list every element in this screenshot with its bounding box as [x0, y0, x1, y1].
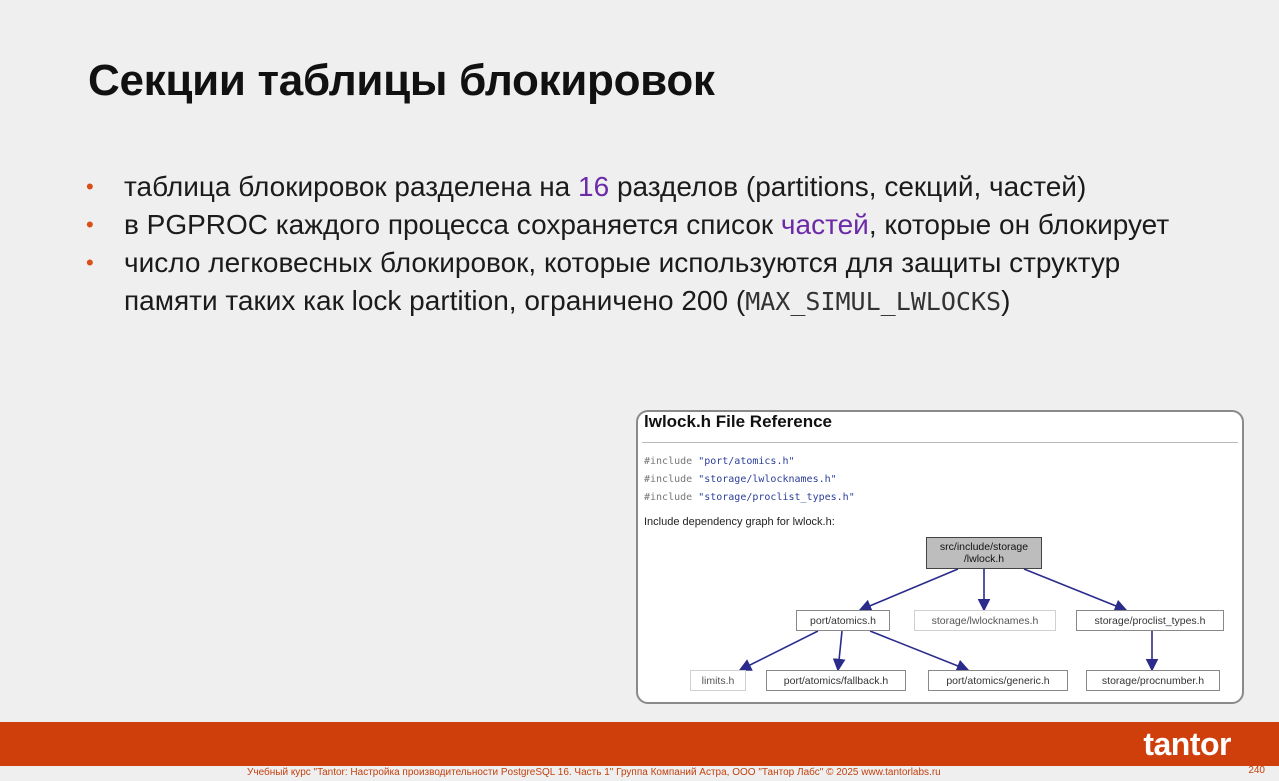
bullet-dot-icon: •	[86, 174, 94, 199]
include-line: #include "storage/lwlocknames.h"	[644, 474, 837, 485]
bullet-text: разделов (partitions, секций, частей)	[609, 171, 1087, 202]
graph-node-lwlocknames: storage/lwlocknames.h	[914, 610, 1056, 631]
edge-root-atomics	[860, 569, 958, 610]
bullet-text: )	[1001, 285, 1011, 316]
bullet-text: таблица блокировок разделена на	[124, 171, 579, 202]
slide-title: Секции таблицы блокировок	[88, 56, 715, 105]
bullet-text: в PGPROC каждого процесса сохраняется список	[124, 209, 781, 240]
include-link[interactable]: "port/atomics.h"	[698, 456, 795, 467]
edge-atomics-limits	[740, 631, 818, 670]
graph-node-limits: limits.h	[690, 670, 746, 691]
edge-atomics-generic	[870, 631, 968, 670]
doc-screenshot-figure	[636, 410, 1244, 704]
bullet-text: число легковесных блокировок, которые используются для защиты структур памяти таких как lock partition, ограничено 200 (	[124, 247, 1121, 316]
graph-node-atomics-generic[interactable]: port/atomics/generic.h	[928, 670, 1068, 691]
graph-caption: Include dependency graph for lwlock.h:	[644, 516, 835, 528]
page-number: 240	[1248, 765, 1265, 776]
graph-node-port-atomics[interactable]: port/atomics.h	[796, 610, 890, 631]
footer-bar	[0, 722, 1279, 766]
bullet-dot-icon: •	[86, 250, 94, 275]
bullet-item	[86, 244, 1196, 321]
bullet-dot-icon: •	[86, 212, 94, 237]
edge-atomics-fallback	[838, 631, 842, 670]
highlight-number: 16	[578, 171, 610, 202]
bullet-list	[86, 168, 1196, 321]
include-link[interactable]: "storage/lwlocknames.h"	[698, 474, 837, 485]
bullet-text: , которые он блокирует	[868, 209, 1170, 240]
graph-node-proclist-types[interactable]: storage/proclist_types.h	[1076, 610, 1224, 631]
include-line: #include "port/atomics.h"	[644, 456, 795, 467]
graph-node-lwlock-h: src/include/storage /lwlock.h	[926, 537, 1042, 569]
figure-title: lwlock.h File Reference	[644, 412, 833, 431]
highlight-word: частей	[780, 209, 869, 240]
graph-node-procnumber[interactable]: storage/procnumber.h	[1086, 670, 1220, 691]
bullet-item	[86, 206, 1196, 244]
graph-node-atomics-fallback[interactable]: port/atomics/fallback.h	[766, 670, 906, 691]
edge-root-proclist	[1024, 569, 1126, 610]
tantor-logo: tantor	[1143, 726, 1231, 762]
include-link[interactable]: "storage/proclist_types.h"	[698, 492, 855, 503]
bullet-item	[86, 168, 1196, 206]
include-line: #include "storage/proclist_types.h"	[644, 492, 855, 503]
course-footnote: Учебный курс "Tantor: Настройка производительности PostgreSQL 16. Часть 1" Группа Компаний Астра, ООО "Тантор Лабс" © 2025 www.tantorlabs.ru	[247, 767, 941, 778]
code-constant: MAX_SIMUL_LWLOCKS	[745, 287, 1002, 316]
